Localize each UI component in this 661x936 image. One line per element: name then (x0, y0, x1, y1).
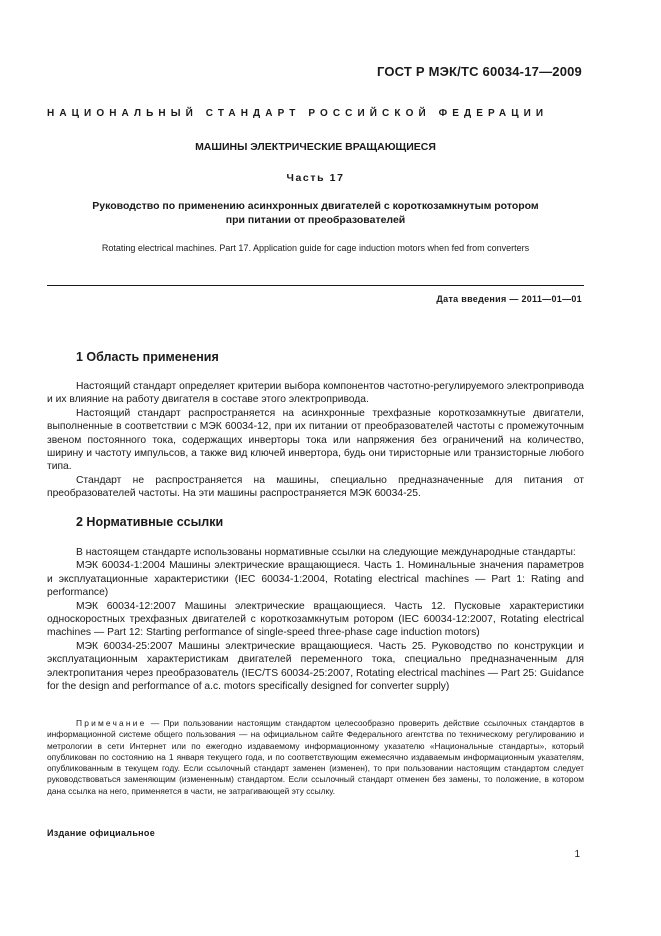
section-2-intro: В настоящем стандарте использованы нормативные ссылки на следующие международные стандарты: (76, 547, 576, 558)
note-label: Примечание (76, 718, 147, 728)
standard-number: ГОСТ Р МЭК/ТС 60034-17—2009 (376, 64, 582, 79)
reference-iec-60034-25: МЭК 60034-25:2007 Машины электрические вращающиеся. Часть 25. Руководство по конструкции и эксплуатационным характеристикам двигателей переменного тока, специально предназначенным для электропитания через преобразователь (IEC/TS 60034-25:2007, Rotating electrical machines — Part 25: Guidance for the design and performance of a.c. motors specifically designed for converter supply) (47, 640, 584, 693)
subtitle-line-2: при питании от преобразователей (225, 214, 406, 226)
national-standard-banner: НАЦИОНАЛЬНЫЙ СТАНДАРТ РОССИЙСКОЙ ФЕДЕРАЦИИ (47, 108, 549, 119)
horizontal-rule (47, 285, 584, 286)
section-1-heading: 1 Область применения (76, 350, 219, 364)
note (47, 718, 584, 797)
section-2-body (47, 546, 584, 693)
english-title: Rotating electrical machines. Part 17. Application guide for cage induction motors when fed from converters (101, 243, 530, 253)
subtitle-line-1: Руководство по применению асинхронных двигателей с короткозамкнутым ротором (92, 200, 539, 212)
section-1-body (47, 380, 584, 501)
part-label: Часть 17 (286, 172, 345, 184)
section-1-paragraph-1: Настоящий стандарт определяет критерии выбора компонентов частотно-регулируемого электропривода и их влияние на работу двигателя в составе этого электропривода. (47, 381, 584, 406)
official-edition-label: Издание официальное (47, 828, 156, 838)
section-1-paragraph-3: Стандарт не распространяется на машины, специально предназначенные для питания от преобразователей частоты. На эти машины распространяется МЭК 60034-25. (47, 474, 584, 500)
document-subtitle (47, 199, 584, 227)
note-text: — При пользовании настоящим стандартом целесообразно проверить действие ссылочных стандартов в информационной системе общего пользования — на официальном сайте Федерального агентства по техническому регулированию и метрологии в сети Интернет или по ежегодно издаваемому информационному указателю «Национальные стандарты», который опубликован по состоянию на 1 января текущего года, и по соответствующим ежемесячно издаваемым информационным указателям, опубликованным в текущем году. Если ссылочный стандарт заменен (изменен), то при пользовании настоящим стандартом следует руководствоваться заменяющим (измененным) стандартом. Если ссылочный стандарт отменен без замены, то положение, в котором дана ссылка на него, применяется в части, не затрагивающей эту ссылку. (47, 718, 585, 796)
page-number: 1 (574, 849, 580, 860)
reference-iec-60034-12: МЭК 60034-12:2007 Машины электрические вращающиеся. Часть 12. Пусковые характеристики односкоростных трехфазных двигателей с короткозамкнутым ротором (IEC 60034-12:2007, Rotating electrical machines — Part 12: Starting performance of single-speed three-phase cage induction motors) (47, 600, 584, 639)
reference-iec-60034-1: МЭК 60034-1:2004 Машины электрические вращающиеся. Часть 1. Номинальные значения параметров и эксплуатационные характеристики (IEC 60034-1:2004, Rotating electrical machines — Part 1: Rating and performance) (47, 560, 584, 599)
document-title: МАШИНЫ ЭЛЕКТРИЧЕСКИЕ ВРАЩАЮЩИЕСЯ (195, 141, 436, 153)
section-1-paragraph-2: Настоящий стандарт распространяется на асинхронные трехфазные короткозамкнутые двигатели, выполненные в соответствии с МЭК 60034-12, при их питании от преобразователей частоты с промежуточным звеном постоянного тока, содержащих инверторы тока или напряжения без ограничений на количество, ширину и частоту импульсов, а также вид ключей инвертора, будь они тиристорные или транзисторные любого типа. (47, 407, 584, 473)
date-of-introduction: Дата введения — 2011—01—01 (436, 294, 582, 304)
section-2-heading: 2 Нормативные ссылки (76, 515, 224, 529)
